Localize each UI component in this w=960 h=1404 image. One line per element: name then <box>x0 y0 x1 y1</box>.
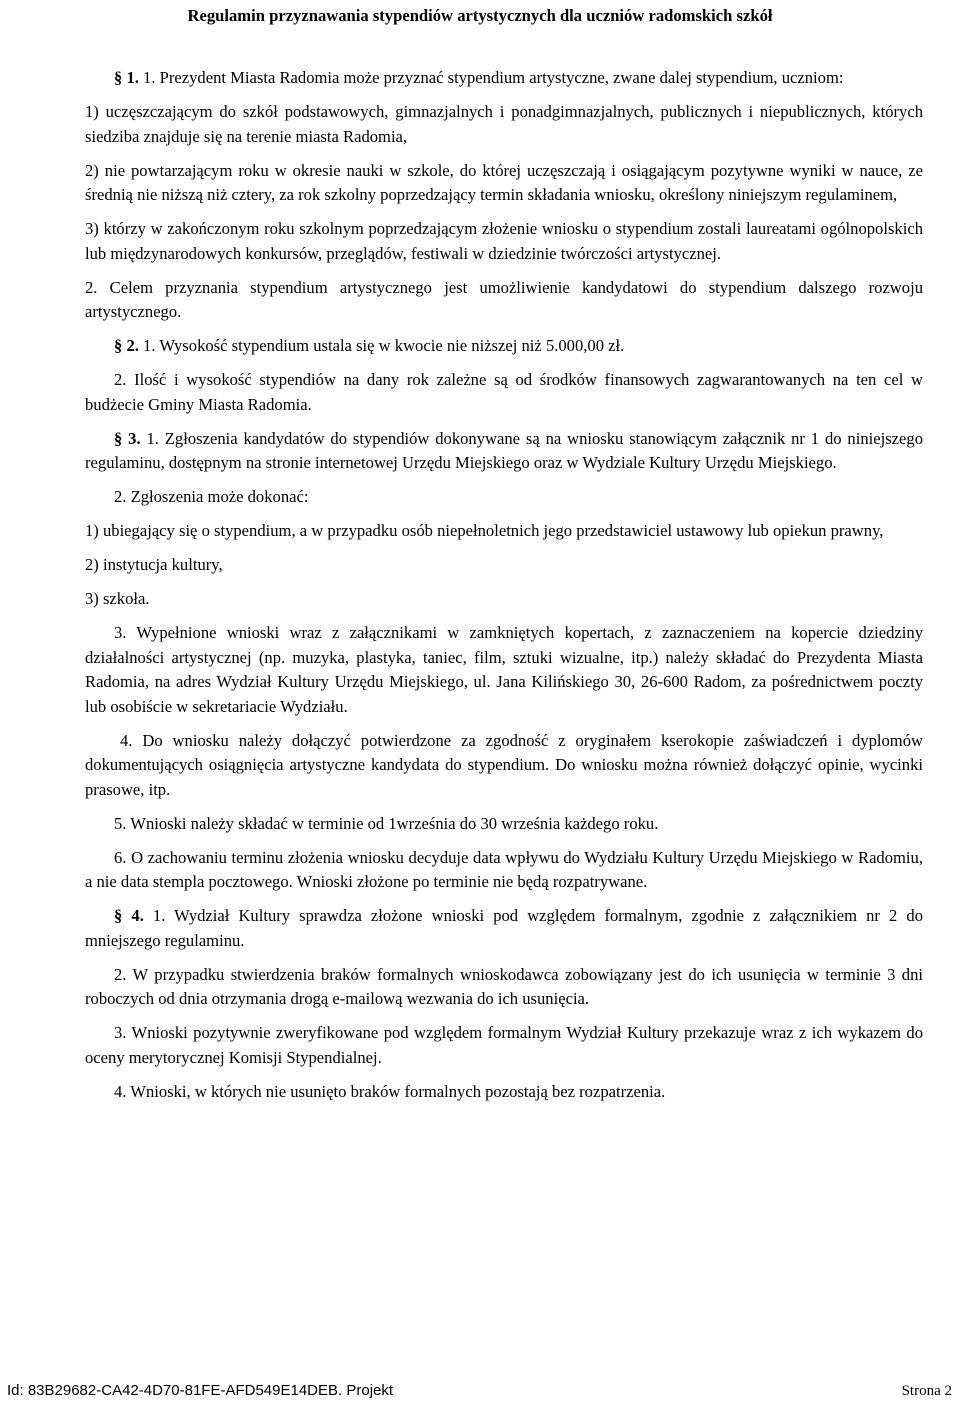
paragraph-sec1-2: 2. Celem przyznania stypendium artystycznego jest umożliwienie kandydatowi do stypendium dalszego rozwoju artystycznego. <box>85 277 923 321</box>
paragraph-sec4-4: 4. Wnioski, w których nie usunięto braków formalnych pozostają bez rozpatrzenia. <box>114 1081 666 1101</box>
paragraph-sec3-2: 2. Zgłoszenia może dokonać: <box>114 487 309 506</box>
paragraph-sec2-2: 2. Ilość i wysokość stypendiów na dany rok zależne są od środków finansowych zagwarantowanych na ten cel w budżecie Gminy Miasta Radomia. <box>85 370 923 414</box>
paragraph-sec3-2-item3: 3) szkoła. <box>85 589 150 608</box>
paragraph-sec2-1: § 2. 1. Wysokość stypendium ustala się w kwocie nie niższej niż 5.000,00 zł. <box>114 336 625 355</box>
paragraph-sec3-6: 6. O zachowaniu terminu złożenia wniosku decyduje data wpływu do Wydziału Kultury Urzędu Miejskiego w Radomiu, a nie data stempla pocztowego. Wnioski złożone po terminie nie będą rozpatrywane. <box>85 847 923 891</box>
paragraph-sec1-1: § 1. 1. Prezydent Miasta Radomia może przyznać stypendium artystyczne, zwane dalej stypendium, uczniom: <box>114 68 844 87</box>
paragraph-sec3-1: § 3. 1. Zgłoszenia kandydatów do stypendiów dokonywane są na wniosku stanowiącym załącznik nr 1 do niniejszego regulaminu, dostępnym na stronie internetowej Urzędu Miejskiego oraz w Wydziale Kultury Urzędu Miejskiego. <box>85 428 923 472</box>
footer-document-id: Id: 83B29682-CA42-4D70-81FE-AFD549E14DEB. Projekt <box>7 1382 394 1399</box>
paragraph-sec4-1: § 4. 1. Wydział Kultury sprawdza złożone wnioski pod względem formalnym, zgodnie z załącznikiem nr 2 do mniejszego regulaminu. <box>85 906 923 950</box>
footer-page-number: Strona 2 <box>901 1383 952 1399</box>
document-body <box>85 66 923 1114</box>
paragraph-sec3-4: 4. Do wniosku należy dołączyć potwierdzone za zgodność z oryginałem kserokopie zaświadczeń i dyplomów dokumentujących osiągnięcia artystyczne kandydata do stypendium. Do wniosku można również dołączyć opinie, wycinki prasowe, itp. <box>85 730 923 799</box>
paragraph-sec3-3: 3. Wypełnione wnioski wraz z załącznikami w zamkniętych kopertach, z zaznaczeniem na kopercie dziedziny działalności artystycznej (np. muzyka, plastyka, taniec, film, sztuki wizualne, itp.) należy składać do Prezydenta Miasta Radomia, na adres Wydział Kultury Urzędu Miejskiego, ul. Jana Kilińskiego 30, 26-600 Radom, za pośrednictwem poczty lub osobiście w sekretariacie Wydziału. <box>85 623 923 716</box>
paragraph-sec3-2-item2: 2) instytucja kultury, <box>85 555 223 574</box>
paragraph-sec3-5: 5. Wnioski należy składać w terminie od 1września do 30 września każdego roku. <box>114 813 659 833</box>
paragraph-sec3-2-item1: 1) ubiegający się o stypendium, a w przypadku osób niepełnoletnich jego przedstawiciel ustawowy lub opiekun prawny, <box>85 521 884 540</box>
paragraph-sec1-item3: 3) którzy w zakończonym roku szkolnym poprzedzającym złożenie wniosku o stypendium zostali laureatami ogólnopolskich lub międzynarodowych konkursów, przeglądów, festiwali w dziedzinie twórczości artystycznej. <box>85 219 923 263</box>
paragraph-sec1-item2: 2) nie powtarzającym roku w okresie nauki w szkole, do której uczęszczają i osiągającym pozytywne wyniki w nauce, ze średnią nie niższą niż cztery, za rok szkolny poprzedzający termin składania wniosku, określony niniejszym regulaminem, <box>85 160 923 204</box>
paragraph-sec4-2: 2. W przypadku stwierdzenia braków formalnych wnioskodawca zobowiązany jest do ich usunięcia w terminie 3 dni roboczych od dnia otrzymania drogą e-mailową wezwania do ich usunięcia. <box>85 964 923 1008</box>
page-title: Regulamin przyznawania stypendiów artystycznych dla uczniów radomskich szkół <box>187 6 773 25</box>
paragraph-sec4-3: 3. Wnioski pozytywnie zweryfikowane pod względem formalnym Wydział Kultury przekazuje wraz z ich wykazem do oceny merytorycznej Komisji Stypendialnej. <box>85 1023 923 1067</box>
paragraph-sec1-item1: 1) uczęszczającym do szkół podstawowych, gimnazjalnych i ponadgimnazjalnych, publicznych i niepublicznych, których siedziba znajduje się na terenie miasta Radomia, <box>85 102 923 146</box>
